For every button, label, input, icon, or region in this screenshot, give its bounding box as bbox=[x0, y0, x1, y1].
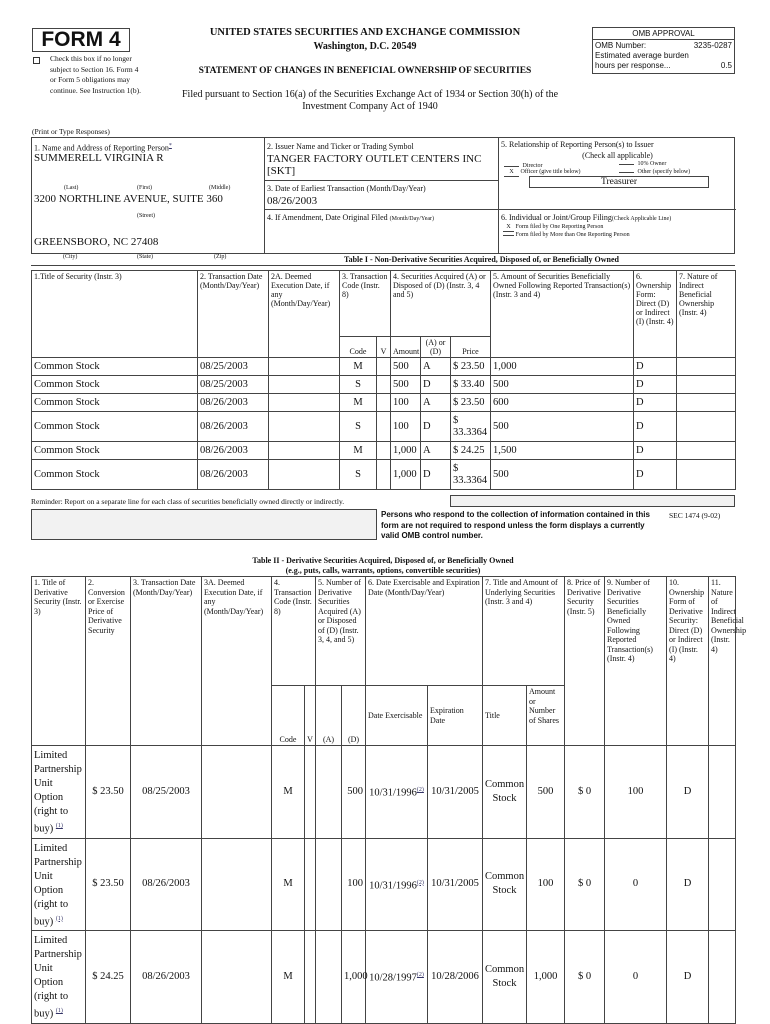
t2-d-cell: 1,000 bbox=[342, 931, 366, 1024]
t1-code-cell: S bbox=[340, 460, 377, 490]
table-row bbox=[32, 460, 736, 490]
t1-nature-cell bbox=[677, 376, 736, 394]
t2-exp-cell: 10/31/2005 bbox=[428, 838, 483, 931]
no-longer-subject-checkbox[interactable] bbox=[33, 57, 40, 64]
other-option[interactable] bbox=[619, 169, 734, 176]
t2-a-cell bbox=[316, 931, 342, 1024]
table-row bbox=[32, 394, 736, 412]
agency-location: Washington, D.C. 20549 bbox=[313, 41, 417, 52]
t2-amt: Amount or Number of Shares bbox=[527, 686, 565, 746]
t2-title: Title bbox=[483, 686, 527, 746]
t2-deemed-cell bbox=[202, 931, 272, 1024]
t2-price-cell: $ 0 bbox=[565, 838, 605, 931]
t1-form-cell: D bbox=[634, 412, 677, 442]
t1-h1: 1.Title of Security (Instr. 3) bbox=[32, 271, 198, 358]
t1-code-cell: M bbox=[340, 358, 377, 376]
t1-h7: 7. Nature of Indirect Beneficial Ownership (Instr. 4) bbox=[677, 271, 736, 358]
t1-date: 08/25/2003 bbox=[198, 358, 269, 376]
t1-form-cell: D bbox=[634, 394, 677, 412]
t1-owned-cell: 1,000 bbox=[491, 358, 634, 376]
t1-nature-cell bbox=[677, 412, 736, 442]
t1-h5: 5. Amount of Securities Beneficially Owned Following Reported Transaction(s) (Instr. 3 and 4) bbox=[491, 271, 634, 358]
t1-price-cell: $ 33.3364 bbox=[451, 412, 491, 442]
omb-number: 3235-0287 bbox=[693, 41, 732, 50]
t1-owned-cell: 1,500 bbox=[491, 442, 634, 460]
agency-title: UNITED STATES SECURITIES AND EXCHANGE COMMISSION bbox=[209, 27, 521, 38]
check-note: Check this box if no longer subject to Section 16. Form 4 or Form 5 obligations may continue. See Instruction 1(b). bbox=[50, 54, 142, 95]
t2-conv-cell: $ 23.50 bbox=[86, 838, 131, 931]
city-state-zip: GREENSBORO, NC 27408 bbox=[34, 236, 159, 248]
street-address: 3200 NORTHLINE AVENUE, SUITE 360 bbox=[34, 193, 223, 205]
box6-label: 6. Individual or Joint/Group Filing bbox=[501, 213, 612, 222]
t2-nature-cell bbox=[709, 931, 736, 1024]
state-label: (State) bbox=[137, 254, 153, 260]
t2-und-amt-cell: 500 bbox=[527, 746, 565, 839]
t1-v-cell bbox=[377, 460, 391, 490]
box3-earliest-date bbox=[265, 181, 499, 210]
omb-title: OMB APPROVAL bbox=[593, 28, 734, 40]
t2-exp-cell: 10/28/2006 bbox=[428, 931, 483, 1024]
table-row bbox=[32, 931, 736, 1024]
t2-date-cell: 08/26/2003 bbox=[131, 931, 202, 1024]
t1-ad-cell: D bbox=[421, 460, 451, 490]
t1-price: Price bbox=[451, 337, 491, 358]
t2-v-cell bbox=[305, 931, 316, 1024]
t2-code-cell: M bbox=[272, 931, 305, 1024]
t1-form-cell: D bbox=[634, 442, 677, 460]
t2-und-cell: Common Stock bbox=[483, 931, 527, 1024]
t1-code-cell: S bbox=[340, 376, 377, 394]
t1-title: Common Stock bbox=[32, 394, 198, 412]
t1-price-cell: $ 33.40 bbox=[451, 376, 491, 394]
t1-nature-cell bbox=[677, 394, 736, 412]
t2-code-cell: M bbox=[272, 838, 305, 931]
table-row bbox=[32, 746, 736, 839]
t2-form-cell: D bbox=[667, 838, 709, 931]
table1 bbox=[31, 270, 736, 490]
filed-pursuant: Filed pursuant to Section 16(a) of the Securities Exchange Act of 1934 or Section 30(h) of the Investment Company Act of 1940 bbox=[181, 89, 559, 112]
t2-conv-cell: $ 23.50 bbox=[86, 746, 131, 839]
box6-filing bbox=[499, 210, 736, 254]
t1-price-cell: $ 24.25 bbox=[451, 442, 491, 460]
t1-v-cell bbox=[377, 442, 391, 460]
box5-relationship bbox=[499, 138, 736, 210]
t1-code-cell: M bbox=[340, 442, 377, 460]
box1-reporting-person bbox=[32, 138, 265, 254]
box2-label: 2. Issuer Name and Ticker or Trading Symbol bbox=[267, 142, 414, 151]
t1-owned-cell: 500 bbox=[491, 412, 634, 442]
t2-d: (D) bbox=[342, 686, 366, 746]
box4-amendment bbox=[265, 210, 499, 254]
t2-und-amt-cell: 100 bbox=[527, 838, 565, 931]
table1-header-row bbox=[32, 271, 736, 337]
t1-h4: 4. Securities Acquired (A) or Disposed of (D) (Instr. 3, 4 and 5) bbox=[391, 271, 491, 337]
t1-amount-cell: 500 bbox=[391, 376, 421, 394]
box6-sub: (Check Applicable Line) bbox=[611, 216, 672, 222]
t2-exp: Expiration Date bbox=[428, 686, 483, 746]
box1-marker: * bbox=[168, 143, 172, 149]
t1-price-cell: $ 23.50 bbox=[451, 358, 491, 376]
t2-a-cell bbox=[316, 746, 342, 839]
box2-issuer bbox=[265, 138, 499, 181]
one-person-label: Form filed by One Reporting Person bbox=[515, 224, 604, 230]
t2-date-cell: 08/25/2003 bbox=[131, 746, 202, 839]
t2-nature-cell bbox=[709, 746, 736, 839]
t1-deemed bbox=[269, 442, 340, 460]
t1-amount: Amount bbox=[391, 337, 421, 358]
omb-burden: 0.5 bbox=[720, 61, 732, 70]
t2-owned-cell: 0 bbox=[605, 931, 667, 1024]
t2-und-cell: Common Stock bbox=[483, 746, 527, 839]
t1-date: 08/26/2003 bbox=[198, 442, 269, 460]
t2-d-cell: 500 bbox=[342, 746, 366, 839]
t1-title: Common Stock bbox=[32, 412, 198, 442]
t2-h6: 6. Date Exercisable and Expiration Date (Month/Day/Year) bbox=[366, 577, 483, 686]
t1-nature-cell bbox=[677, 442, 736, 460]
print-type-note: (Print or Type Responses) bbox=[32, 127, 110, 136]
box4-label: 4. If Amendment, Date Original Filed bbox=[267, 213, 388, 222]
t1-owned-cell: 600 bbox=[491, 394, 634, 412]
top-boxes bbox=[31, 137, 735, 254]
reporting-person-name: SUMMERELL VIRGINIA R bbox=[34, 152, 164, 164]
officer-title-box bbox=[529, 176, 709, 188]
t2-date-cell: 08/26/2003 bbox=[131, 838, 202, 931]
reminder-text: Reminder: Report on a separate line for each class of securities beneficially owned directly or indirectly. bbox=[31, 497, 345, 506]
t2-h3a: 3A. Deemed Execution Date, if any (Month/Day/Year) bbox=[202, 577, 272, 746]
footnote-2-link[interactable]: (2) bbox=[416, 787, 424, 793]
t1-amount-cell: 100 bbox=[391, 394, 421, 412]
t1-v-cell bbox=[377, 358, 391, 376]
multi-person-option[interactable] bbox=[503, 232, 733, 239]
ten-pct-label: 10% Owner bbox=[637, 161, 667, 167]
t1-price-cell: $ 33.3364 bbox=[451, 460, 491, 490]
t1-nature-cell bbox=[677, 460, 736, 490]
t1-ad-cell: D bbox=[421, 376, 451, 394]
t1-date: 08/26/2003 bbox=[198, 460, 269, 490]
first-label: (First) bbox=[137, 185, 152, 191]
t2-h4: 4. Transaction Code (Instr. 8) bbox=[272, 577, 316, 686]
t2-v-cell bbox=[305, 746, 316, 839]
t1-ad: (A) or (D) bbox=[421, 337, 451, 358]
other-label: Other (specify below) bbox=[637, 169, 691, 175]
form-title: FORM 4 bbox=[41, 28, 121, 51]
table1-title: Table I - Non-Derivative Securities Acquired, Disposed of, or Beneficially Owned bbox=[344, 255, 619, 264]
t2-title-cell: Limited Partnership Unit Option (right to buy) bbox=[34, 842, 82, 927]
t1-date: 08/26/2003 bbox=[198, 412, 269, 442]
t1-title: Common Stock bbox=[32, 358, 198, 376]
t2-owned-cell: 100 bbox=[605, 746, 667, 839]
t1-ad-cell: A bbox=[421, 358, 451, 376]
t1-title: Common Stock bbox=[32, 376, 198, 394]
t2-h7: 7. Title and Amount of Underlying Securities (Instr. 3 and 4) bbox=[483, 577, 565, 686]
t1-amount-cell: 500 bbox=[391, 358, 421, 376]
officer-title: Treasurer bbox=[600, 177, 638, 187]
last-label: (Last) bbox=[64, 185, 79, 191]
street-label: (Street) bbox=[137, 213, 155, 219]
t1-ad-cell: A bbox=[421, 442, 451, 460]
t2-h3: 3. Transaction Date (Month/Day/Year) bbox=[131, 577, 202, 746]
t2-price-cell: $ 0 bbox=[565, 931, 605, 1024]
t2-und-amt-cell: 1,000 bbox=[527, 931, 565, 1024]
t1-deemed bbox=[269, 358, 340, 376]
reminder-box-right bbox=[450, 495, 735, 507]
footnote-1-link[interactable]: (1) bbox=[55, 915, 63, 922]
t2-d-cell: 100 bbox=[342, 838, 366, 931]
t1-v-cell bbox=[377, 394, 391, 412]
zip-label: (Zip) bbox=[214, 254, 227, 260]
footnote-2-link[interactable]: (2) bbox=[416, 972, 424, 978]
t2-h5: 5. Number of Derivative Securities Acquired (A) or Disposed of (D) (Instr. 3, 4, and 5) bbox=[316, 577, 366, 686]
t2-conv-cell: $ 24.25 bbox=[86, 931, 131, 1024]
table2-header-row bbox=[32, 577, 736, 686]
t1-owned-cell: 500 bbox=[491, 460, 634, 490]
t2-code-cell: M bbox=[272, 746, 305, 839]
t2-date-ex: Date Exercisable bbox=[366, 686, 428, 746]
t2-code: Code bbox=[272, 686, 305, 746]
t1-v: V bbox=[377, 337, 391, 358]
city-label: (City) bbox=[63, 254, 78, 260]
t2-h8: 8. Price of Derivative Security (Instr. 5) bbox=[565, 577, 605, 746]
t1-v-cell bbox=[377, 376, 391, 394]
t2-und-cell: Common Stock bbox=[483, 838, 527, 931]
t2-h10: 10. Ownership Form of Derivative Security: Direct (D) or Indirect (I) (Instr. 4) bbox=[667, 577, 709, 746]
footnote-2-link[interactable]: (2) bbox=[416, 879, 424, 886]
t2-h1: 1. Title of Derivative Security (Instr. 3) bbox=[32, 577, 86, 746]
omb-burden-label: Estimated average burden hours per response... bbox=[595, 51, 689, 70]
t2-h2: 2. Conversion or Exercise Price of Derivative Security bbox=[86, 577, 131, 746]
t1-h2a: 2A. Deemed Execution Date, if any (Month/Day/Year) bbox=[269, 271, 340, 358]
multi-person-label: Form filed by More than One Reporting Person bbox=[515, 232, 630, 238]
t1-date: 08/26/2003 bbox=[198, 394, 269, 412]
box1-label: 1. Name and Address of Reporting Person bbox=[34, 143, 169, 153]
t2-owned-cell: 0 bbox=[605, 838, 667, 931]
t1-deemed bbox=[269, 394, 340, 412]
t1-date: 08/25/2003 bbox=[198, 376, 269, 394]
box3-label: 3. Date of Earliest Transaction (Month/Day/Year) bbox=[267, 184, 426, 193]
issuer-name: TANGER FACTORY OUTLET CENTERS INC [SKT] bbox=[267, 153, 482, 177]
middle-label: (Middle) bbox=[209, 185, 231, 191]
t2-form-cell: D bbox=[667, 746, 709, 839]
t2-title-cell: Limited Partnership Unit Option (right to buy) bbox=[34, 750, 82, 835]
omb-approval-box bbox=[592, 27, 735, 74]
footnote-1-link[interactable]: (1) bbox=[55, 823, 63, 829]
t1-h6: 6. Ownership Form: Direct (D) or Indirect (I) (Instr. 4) bbox=[634, 271, 677, 358]
t1-owned-cell: 500 bbox=[491, 376, 634, 394]
table-row bbox=[32, 358, 736, 376]
t2-title-cell: Limited Partnership Unit Option (right to buy) bbox=[34, 935, 82, 1020]
box5-sub: (Check all applicable) bbox=[582, 151, 653, 160]
t1-h2: 2. Transaction Date (Month/Day/Year) bbox=[198, 271, 269, 358]
officer-mark: X bbox=[504, 169, 519, 177]
t2-h11: 11. Nature of Indirect Beneficial Ownership (Instr. 4) bbox=[709, 577, 736, 746]
earliest-date: 08/26/2003 bbox=[267, 195, 318, 207]
t2-a: (A) bbox=[316, 686, 342, 746]
t2-exer-cell: 10/31/1996 bbox=[369, 787, 417, 799]
table-row bbox=[32, 442, 736, 460]
table2 bbox=[31, 576, 747, 1024]
t1-form-cell: D bbox=[634, 460, 677, 490]
t2-deemed-cell bbox=[202, 838, 272, 931]
t1-h3: 3. Transaction Code (Instr. 8) bbox=[340, 271, 391, 337]
reminder-box-left bbox=[31, 509, 377, 540]
t1-code-cell: M bbox=[340, 394, 377, 412]
statement-title: STATEMENT OF CHANGES IN BENEFICIAL OWNERSHIP OF SECURITIES bbox=[198, 66, 532, 76]
table-row bbox=[32, 412, 736, 442]
t1-ad-cell: A bbox=[421, 394, 451, 412]
director-label: Director bbox=[522, 163, 543, 169]
one-person-mark: X bbox=[503, 224, 514, 232]
t2-a-cell bbox=[316, 838, 342, 931]
box5-label: 5. Relationship of Reporting Person(s) to Issuer bbox=[501, 140, 654, 149]
t1-v-cell bbox=[377, 412, 391, 442]
table2-title: Table II - Derivative Securities Acquired, Disposed of, or Beneficially Owned bbox=[252, 556, 514, 565]
t2-v-cell bbox=[305, 838, 316, 931]
t1-form-cell: D bbox=[634, 376, 677, 394]
t2-nature-cell bbox=[709, 838, 736, 931]
form-title-box bbox=[32, 28, 130, 52]
t1-title: Common Stock bbox=[32, 460, 198, 490]
t1-form-cell: D bbox=[634, 358, 677, 376]
footnote-1-link[interactable]: (1) bbox=[55, 1008, 63, 1014]
t1-code: Code bbox=[340, 337, 377, 358]
ten-pct-option[interactable] bbox=[619, 161, 729, 168]
table-row bbox=[32, 838, 736, 931]
table1-title-rule bbox=[31, 265, 735, 266]
t1-ad-cell: D bbox=[421, 412, 451, 442]
t1-price-cell: $ 23.50 bbox=[451, 394, 491, 412]
t1-amount-cell: 100 bbox=[391, 412, 421, 442]
officer-label: Officer (give title below) bbox=[520, 169, 581, 175]
t1-code-cell: S bbox=[340, 412, 377, 442]
t2-form-cell: D bbox=[667, 931, 709, 1024]
t1-nature-cell bbox=[677, 358, 736, 376]
sec-code: SEC 1474 (9-02) bbox=[669, 511, 721, 520]
t2-h9: 9. Number of Derivative Securities Beneficially Owned Following Reported Transaction(s) (Instr. 4) bbox=[605, 577, 667, 746]
t2-exer-cell: 10/28/1997 bbox=[369, 972, 417, 984]
t2-v: V bbox=[305, 686, 316, 746]
one-person-option[interactable] bbox=[503, 224, 733, 232]
t2-deemed-cell bbox=[202, 746, 272, 839]
t1-amount-cell: 1,000 bbox=[391, 442, 421, 460]
table-row bbox=[32, 376, 736, 394]
t1-title: Common Stock bbox=[32, 442, 198, 460]
t1-deemed bbox=[269, 376, 340, 394]
t2-price-cell: $ 0 bbox=[565, 746, 605, 839]
t2-exp-cell: 10/31/2005 bbox=[428, 746, 483, 839]
box4-sub: (Month/Day/Year) bbox=[389, 216, 435, 222]
t1-amount-cell: 1,000 bbox=[391, 460, 421, 490]
t1-deemed bbox=[269, 412, 340, 442]
table2-subtitle: (e.g., puts, calls, warrants, options, convertible securities) bbox=[285, 566, 481, 575]
t2-exer-cell: 10/31/1996 bbox=[369, 880, 417, 891]
t1-deemed bbox=[269, 460, 340, 490]
omb-number-label: OMB Number: bbox=[595, 41, 647, 50]
persons-notice: Persons who respond to the collection of information contained in this form are not required to respond unless the form displays a currently valid OMB control number. bbox=[381, 510, 650, 540]
